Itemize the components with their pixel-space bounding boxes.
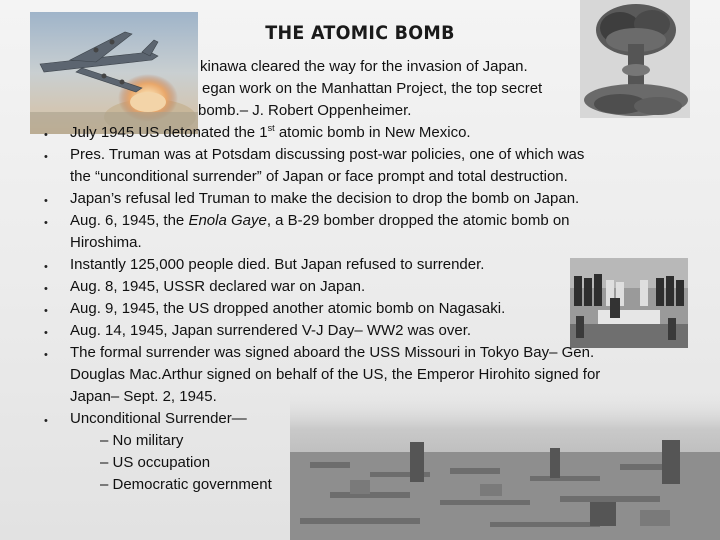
- line-aug6-text: Aug. 6, 1945, the: [70, 212, 189, 229]
- enola-gaye-italic: Enola Gaye: [188, 212, 267, 229]
- bullet-marker: •: [44, 129, 48, 141]
- line-manhattan: egan work on the Manhattan Project, the top secret: [202, 80, 543, 97]
- line-formal-3: Japan– Sept. 2, 1945.: [70, 388, 217, 405]
- line-aug14: Aug. 14, 1945, Japan surrendered V-J Day– WW2 was over.: [70, 322, 472, 339]
- line-july-sup: st: [267, 123, 275, 133]
- line-unconditional: Unconditional Surrender—: [70, 410, 247, 427]
- bullet-marker: •: [44, 195, 48, 207]
- bullet-marker: •: [44, 261, 48, 273]
- bullet-marker: •: [44, 217, 48, 229]
- line-aug6-text-end: , a B-29 bomber dropped the atomic bomb on: [266, 212, 570, 229]
- line-okinawa: kinawa cleared the way for the invasion of Japan.: [200, 58, 528, 75]
- line-potsdam-2: the “unconditional surrender” of Japan or face prompt and total destruction.: [70, 168, 568, 185]
- bullet-marker: •: [44, 151, 48, 163]
- line-refusal: Japan’s refusal led Truman to make the decision to drop the bomb on Japan.: [70, 190, 580, 207]
- line-instantly: Instantly 125,000 people died. But Japan refused to surrender.: [70, 256, 485, 273]
- slide-title: THE ATOMIC BOMB: [265, 22, 455, 44]
- bullet-marker: •: [44, 349, 48, 361]
- line-july-text-end: atomic bomb in New Mexico.: [274, 124, 471, 141]
- sub-item-democracy: – Democratic government: [100, 476, 272, 493]
- line-potsdam-1: Pres. Truman was at Potsdam discussing post-war policies, one of which was: [70, 146, 585, 163]
- sub-item-occupation: – US occupation: [100, 454, 211, 471]
- bullet-marker: •: [44, 305, 48, 317]
- line-july-text: July 1945 US detonated the 1: [70, 124, 268, 141]
- sub-item-military: – No military: [100, 432, 184, 449]
- line-aug6: [70, 210, 570, 232]
- line-aug9: Aug. 9, 1945, the US dropped another atomic bomb on Nagasaki.: [70, 300, 506, 317]
- line-formal-1: The formal surrender was signed aboard the USS Missouri in Tokyo Bay– Gen.: [70, 344, 595, 361]
- bullet-marker: •: [44, 283, 48, 295]
- line-formal-2: Douglas Mac.Arthur signed on behalf of the US, the Emperor Hirohito signed for: [70, 366, 601, 383]
- bullet-marker: •: [44, 327, 48, 339]
- line-oppenheimer: bomb.– J. Robert Oppenheimer.: [198, 102, 412, 119]
- line-aug8: Aug. 8, 1945, USSR declared war on Japan.: [70, 278, 366, 295]
- line-july: [70, 122, 471, 144]
- line-aug6-2: Hiroshima.: [70, 234, 142, 251]
- bullet-marker: •: [44, 415, 48, 427]
